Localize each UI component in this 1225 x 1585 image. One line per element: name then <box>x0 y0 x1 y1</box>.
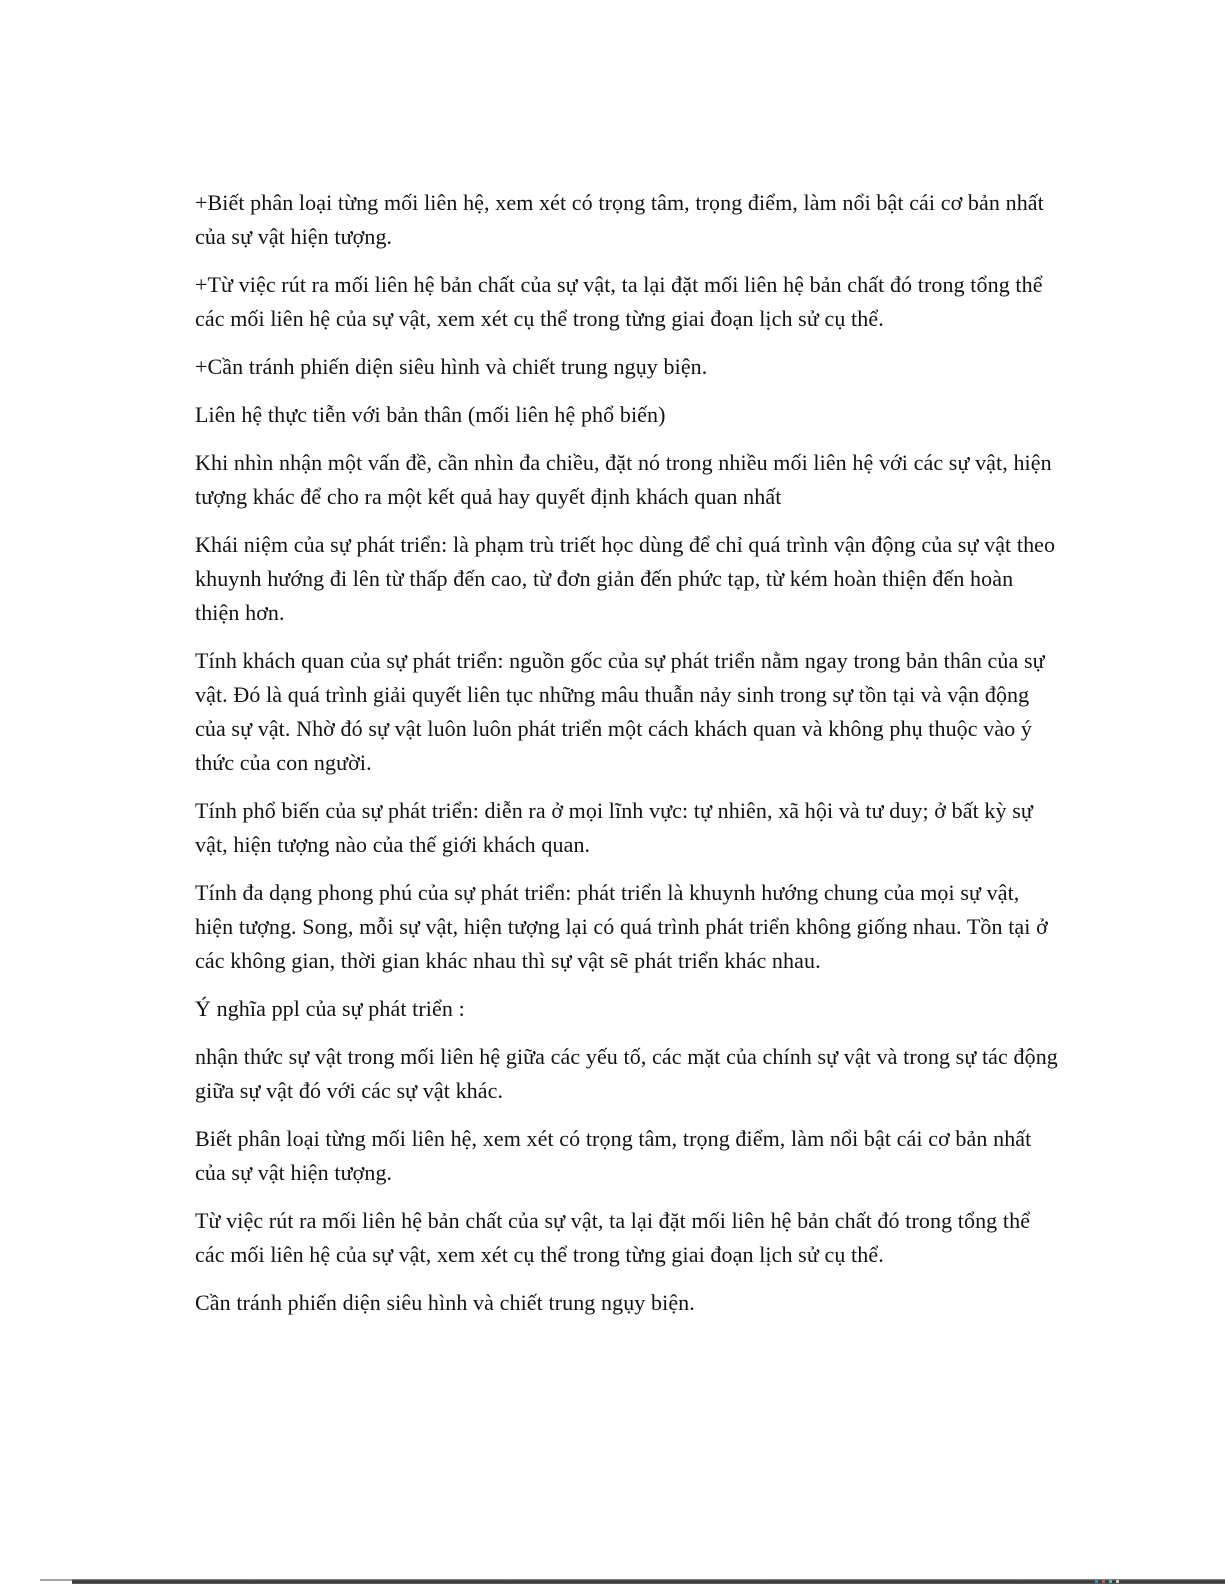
paragraph: +Biết phân loại từng mối liên hệ, xem xét có trọng tâm, trọng điểm, làm nổi bật cái cơ bản nhất của sự vật hiện tượng. <box>195 190 1044 249</box>
paragraph: Biết phân loại từng mối liên hệ, xem xét có trọng tâm, trọng điểm, làm nổi bật cái cơ bản nhất của sự vật hiện tượng. <box>195 1126 1032 1185</box>
paragraph: +Từ việc rút ra mối liên hệ bản chất của sự vật, ta lại đặt mối liên hệ bản chất đó trong tổng thể các mối liên hệ của sự vật, xem xét cụ thể trong từng giai đoạn lịch sử cụ thể. <box>195 272 1043 331</box>
paragraph: Khi nhìn nhận một vấn đề, cần nhìn đa chiều, đặt nó trong nhiều mối liên hệ với các sự vật, hiện tượng khác để cho ra một kết quả hay quyết định khách quan nhất <box>195 450 1052 509</box>
speck-icon <box>1095 1580 1098 1583</box>
taskbar-edge <box>72 1579 1225 1584</box>
paragraph: Từ việc rút ra mối liên hệ bản chất của sự vật, ta lại đặt mối liên hệ bản chất đó trong tổng thể các mối liên hệ của sự vật, xem xét cụ thể trong từng giai đoạn lịch sử cụ thể. <box>195 1208 1031 1267</box>
speck-icon <box>1102 1580 1105 1583</box>
taskbar-edge-left-segment <box>40 1579 72 1581</box>
document-page <box>195 186 1061 1334</box>
speck-icon <box>1116 1580 1119 1583</box>
paragraph: Tính khách quan của sự phát triển: nguồn gốc của sự phát triển nằm ngay trong bản thân của sự vật. Đó là quá trình giải quyết liên tục những mâu thuẫn nảy sinh trong sự tồn tại và vận động của sự vật. Nhờ đó sự vật luôn luôn phát triển một cách khách quan và không phụ thuộc vào ý thức của con người. <box>195 648 1045 775</box>
paragraph: Ý nghĩa ppl của sự phát triển : <box>195 996 465 1021</box>
paragraph: Khái niệm của sự phát triển: là phạm trù triết học dùng để chỉ quá trình vận động của sự vật theo khuynh hướng đi lên từ thấp đến cao, từ đơn giản đến phức tạp, từ kém hoàn thiện đến hoàn thiện hơn. <box>195 532 1056 625</box>
paragraph: Tính phổ biến của sự phát triển: diễn ra ở mọi lĩnh vực: tự nhiên, xã hội và tư duy; ở bất kỳ sự vật, hiện tượng nào của thế giới khách quan. <box>195 798 1033 857</box>
paragraph: Tính đa dạng phong phú của sự phát triển: phát triển là khuynh hướng chung của mọi sự vật, hiện tượng. Song, mỗi sự vật, hiện tượng lại có quá trình phát triển không giống nhau. Tồn tại ở các không gian, thời gian khác nhau thì sự vật sẽ phát triển khác nhau. <box>195 880 1048 973</box>
speck-icon <box>1109 1580 1112 1583</box>
paragraph: nhận thức sự vật trong mối liên hệ giữa các yếu tố, các mặt của chính sự vật và trong sự tác động giữa sự vật đó với các sự vật khác. <box>195 1044 1058 1103</box>
paragraph: +Cần tránh phiến diện siêu hình và chiết trung ngụy biện. <box>195 354 708 379</box>
paragraph: Cần tránh phiến diện siêu hình và chiết trung ngụy biện. <box>195 1290 695 1315</box>
paragraph: Liên hệ thực tiễn với bản thân (mối liên hệ phổ biến) <box>195 402 666 427</box>
taskbar-icon-specks <box>1095 1580 1185 1583</box>
